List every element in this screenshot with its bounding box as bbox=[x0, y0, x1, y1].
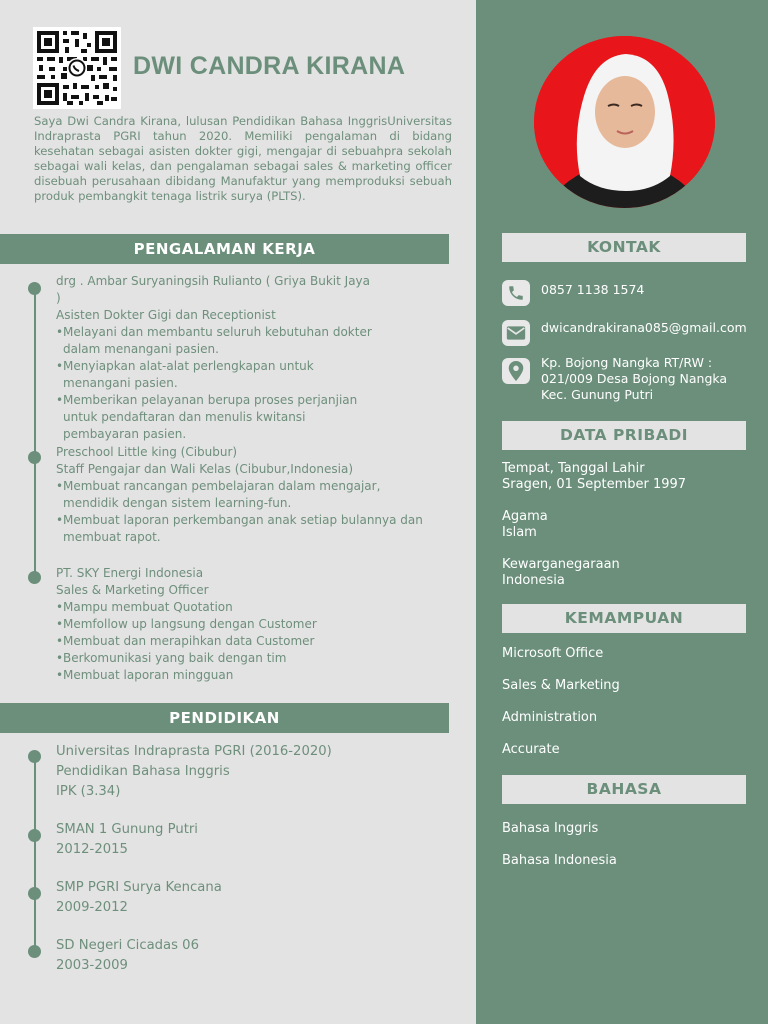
job-task: • Melayani dan membantu seluruh kebutuhan dokter dalam menangani pasien. bbox=[56, 324, 376, 358]
address-line: Kp. Bojong Nangka RT/RW : bbox=[541, 355, 713, 370]
contact-heading: KONTAK bbox=[502, 233, 746, 262]
job-task: • Berkomunikasi yang baik dengan tim bbox=[56, 650, 428, 667]
job-entry-3 bbox=[56, 565, 428, 684]
birth-info bbox=[502, 461, 686, 493]
education-school: SMP PGRI Surya Kencana bbox=[56, 880, 222, 895]
education-major: Pendidikan Bahasa Inggris bbox=[56, 764, 230, 779]
profile-photo bbox=[534, 36, 715, 208]
job-task: • Mampu membuat Quotation bbox=[56, 599, 428, 616]
religion-info bbox=[502, 509, 548, 541]
education-school: SMAN 1 Gunung Putri bbox=[56, 822, 198, 837]
personal-data-heading: DATA PRIBADI bbox=[502, 421, 746, 450]
skill-item: Sales & Marketing bbox=[502, 678, 620, 693]
candidate-name: DWI CANDRA KIRANA bbox=[133, 52, 406, 80]
job-entry-2 bbox=[56, 444, 428, 546]
skill-item: Accurate bbox=[502, 742, 560, 757]
job-role: Asisten Dokter Gigi dan Receptionist bbox=[56, 308, 276, 322]
timeline-dot bbox=[28, 750, 41, 763]
education-entry-2 bbox=[56, 820, 198, 860]
profile-summary: Saya Dwi Candra Kirana, lulusan Pendidikan Bahasa InggrisUniversitas Indraprasta PGRI tahun 2020. Memiliki pengalaman di bidang kesehatan sebagai asisten dokter gigi, mengajar di sebuahpra sekolah sebagai wali kelas, dan pengalaman sebagai sales & marketing officer disebuah perusahaan dibidang Manufaktur yang memproduksi sebuah produk pembangkit tenaga listrik surya (PLTS). bbox=[34, 114, 452, 203]
education-heading: PENDIDIKAN bbox=[0, 703, 449, 733]
education-gpa: IPK (3.34) bbox=[56, 784, 121, 799]
language-item: Bahasa Indonesia bbox=[502, 853, 617, 868]
experience-heading: PENGALAMAN KERJA bbox=[0, 234, 449, 264]
timeline-dot bbox=[28, 945, 41, 958]
languages-heading: BAHASA bbox=[502, 775, 746, 804]
timeline-dot bbox=[28, 282, 41, 295]
job-task: • Membuat dan merapihkan data Customer bbox=[56, 633, 428, 650]
citizenship-info bbox=[502, 557, 620, 589]
address-line: 021/009 Desa Bojong Nangka bbox=[541, 371, 728, 386]
birth-label: Tempat, Tanggal Lahir bbox=[502, 461, 645, 476]
timeline-dot bbox=[28, 451, 41, 464]
education-school: SD Negeri Cicadas 06 bbox=[56, 938, 199, 953]
timeline-dot bbox=[28, 829, 41, 842]
citizenship-label: Kewarganegaraan bbox=[502, 557, 620, 572]
qr-code-icon bbox=[33, 27, 121, 109]
contact-email: dwicandrakirana085@gmail.com bbox=[541, 320, 747, 335]
timeline-dot bbox=[28, 887, 41, 900]
education-timeline bbox=[34, 756, 36, 956]
email-icon bbox=[502, 320, 530, 346]
address-line: Kec. Gunung Putri bbox=[541, 387, 654, 402]
job-task: • Memberikan pelayanan berupa proses perjanjian untuk pendaftaran dan menulis kwitansi pembayaran pasien. bbox=[56, 392, 376, 443]
experience-timeline bbox=[34, 288, 36, 578]
job-company: Preschool Little king (Cibubur) bbox=[56, 445, 238, 459]
education-entry-3 bbox=[56, 878, 222, 918]
contact-address bbox=[541, 355, 727, 403]
education-entry-4 bbox=[56, 936, 199, 976]
skill-item: Microsoft Office bbox=[502, 646, 604, 661]
education-years: 2012-2015 bbox=[56, 842, 128, 857]
timeline-dot bbox=[28, 571, 41, 584]
citizenship-value: Indonesia bbox=[502, 573, 565, 588]
language-item: Bahasa Inggris bbox=[502, 821, 599, 836]
religion-value: Islam bbox=[502, 525, 537, 540]
education-school: Universitas Indraprasta PGRI (2016-2020) bbox=[56, 744, 332, 759]
job-company: drg . Ambar Suryaningsih Rulianto ( Griya Bukit Jaya ) bbox=[56, 274, 371, 305]
job-task: • Membuat laporan perkembangan anak setiap bulannya dan membuat rapot. bbox=[56, 512, 428, 546]
job-task: • Membuat laporan mingguan bbox=[56, 667, 428, 684]
phone-icon bbox=[502, 280, 530, 306]
religion-label: Agama bbox=[502, 509, 548, 524]
birth-value: Sragen, 01 September 1997 bbox=[502, 477, 687, 492]
job-task: • Membuat rancangan pembelajaran dalam mengajar, mendidik dengan sistem learning-fun. bbox=[56, 478, 428, 512]
job-role: Sales & Marketing Officer bbox=[56, 583, 209, 597]
job-task: • Menyiapkan alat-alat perlengkapan untuk menangani pasien. bbox=[56, 358, 376, 392]
job-company: PT. SKY Energi Indonesia bbox=[56, 566, 204, 580]
education-years: 2009-2012 bbox=[56, 900, 128, 915]
skills-heading: KEMAMPUAN bbox=[502, 604, 746, 633]
job-role: Staff Pengajar dan Wali Kelas (Cibubur,Indonesia) bbox=[56, 462, 353, 476]
education-years: 2003-2009 bbox=[56, 958, 128, 973]
education-entry-1 bbox=[56, 742, 332, 802]
contact-phone: 0857 1138 1574 bbox=[541, 282, 645, 297]
skill-item: Administration bbox=[502, 710, 598, 725]
job-task: • Memfollow up langsung dengan Customer bbox=[56, 616, 428, 633]
job-entry-1 bbox=[56, 273, 376, 443]
location-pin-icon bbox=[502, 358, 530, 384]
